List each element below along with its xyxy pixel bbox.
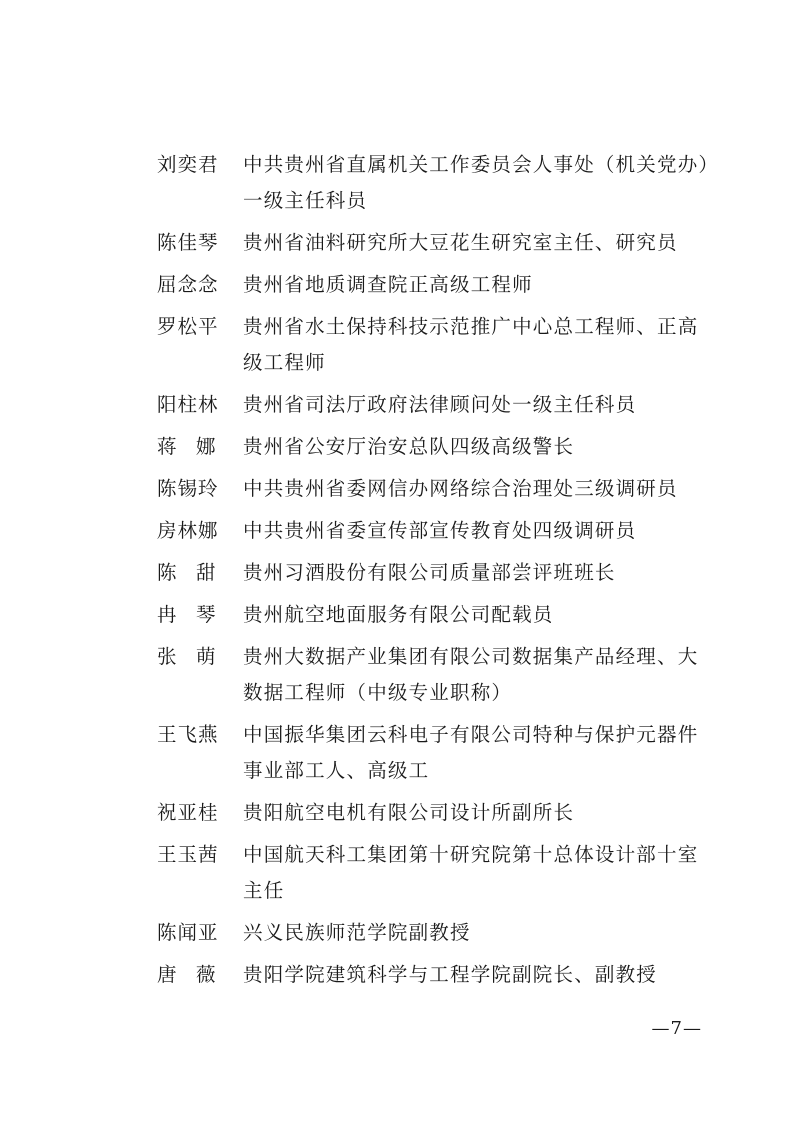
list-item: [157, 717, 717, 789]
person-title: 贵州省水土保持科技示范推广中心总工程师、正高级工程师: [243, 315, 699, 374]
list-item: [157, 471, 717, 507]
person-title: 贵州航空地面服务有限公司配载员: [243, 603, 554, 626]
list-item: [157, 795, 717, 831]
person-name: 王玉茜: [157, 843, 219, 866]
person-name: 陈闻亚: [157, 921, 219, 944]
list-item: [157, 309, 717, 381]
person-title: 贵州省地质调查院正高级工程师: [243, 273, 533, 296]
person-name: 屈念念: [157, 273, 219, 296]
person-name: 刘奕君: [157, 153, 219, 176]
list-item: [157, 387, 717, 423]
person-title: 贵阳航空电机有限公司设计所副所长: [243, 801, 575, 824]
person-title: 中共贵州省委宣传部宣传教育处四级调研员: [243, 519, 637, 542]
list-item: [157, 267, 717, 303]
person-title: 中国振华集团云科电子有限公司特种与保护元器件事业部工人、高级工: [243, 723, 699, 782]
person-name: 陈 甜: [157, 561, 216, 584]
person-name: 房林娜: [157, 519, 219, 542]
person-name: 罗松平: [157, 315, 219, 338]
list-item: [157, 957, 717, 993]
list-item: [157, 225, 717, 261]
person-name: 王飞燕: [157, 723, 219, 746]
personnel-list: [157, 147, 717, 999]
person-title: 贵州大数据产业集团有限公司数据集产品经理、大数据工程师（中级专业职称）: [243, 645, 699, 704]
person-name: 唐 薇: [157, 963, 216, 986]
person-name: 祝亚桂: [157, 801, 219, 824]
person-name: 陈佳琴: [157, 231, 219, 254]
list-item: [157, 915, 717, 951]
person-name: 冉 琴: [157, 603, 216, 626]
person-name: 阳柱林: [157, 393, 219, 416]
person-name: 蒋 娜: [157, 435, 216, 458]
list-item: [157, 639, 717, 711]
person-title: 贵阳学院建筑科学与工程学院副院长、副教授: [243, 963, 658, 986]
list-item: [157, 147, 717, 219]
person-title: 中共贵州省委网信办网络综合治理处三级调研员: [243, 477, 678, 500]
person-name: 张 萌: [157, 645, 216, 668]
list-item: [157, 837, 717, 909]
person-title: 贵州省油料研究所大豆花生研究室主任、研究员: [243, 231, 678, 254]
list-item: [157, 555, 717, 591]
person-title: 兴义民族师范学院副教授: [243, 921, 471, 944]
list-item: [157, 429, 717, 465]
person-title: 中国航天科工集团第十研究院第十总体设计部十室主任: [243, 843, 699, 902]
person-title: 贵州省司法厅政府法律顾问处一级主任科员: [243, 393, 637, 416]
person-title: 中共贵州省直属机关工作委员会人事处（机关党办）一级主任科员: [243, 153, 710, 212]
list-item: [157, 597, 717, 633]
person-title: 贵州习酒股份有限公司质量部尝评班班长: [243, 561, 616, 584]
list-item: [157, 513, 717, 549]
page-number: —7—: [651, 1018, 702, 1039]
person-name: 陈锡玲: [157, 477, 219, 500]
person-title: 贵州省公安厅治安总队四级高级警长: [243, 435, 575, 458]
